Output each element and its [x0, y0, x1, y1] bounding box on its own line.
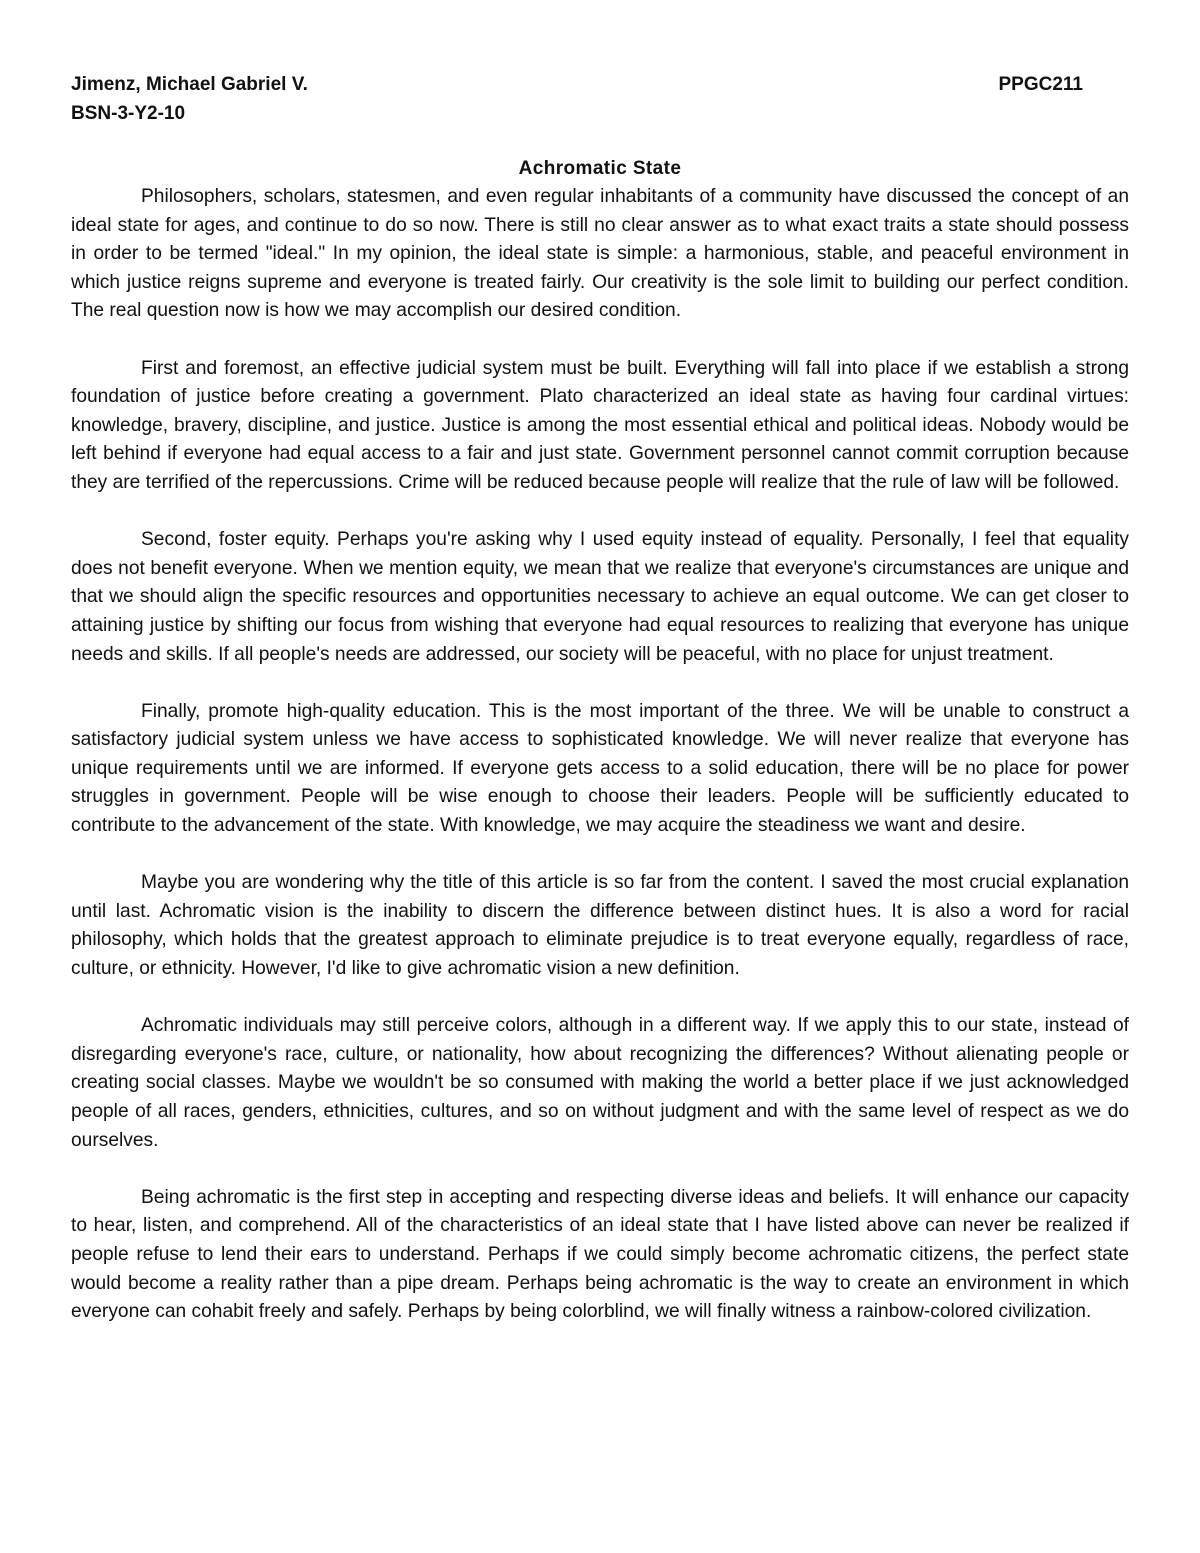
author-name: Jimenz, Michael Gabriel V. — [71, 74, 308, 95]
course-code: PPGC211 — [998, 74, 1083, 95]
paragraph: Being achromatic is the first step in accepting and respecting diverse ideas and beliefs. It will enhance our capacity to hear, listen, and comprehend. All of the characteristics of an ideal state that I have listed above can never be realized if people refuse to lend their ears to understand. Perhaps if we could simply become achromatic citizens, the perfect state would become a reality rather than a pipe dream. Perhaps being achromatic is the way to create an environment in which everyone can cohabit freely and safely. Perhaps by being colorblind, we will finally witness a rainbow-colored civilization. — [71, 1186, 1129, 1323]
section-code: BSN-3-Y2-10 — [71, 103, 186, 124]
document-header — [71, 70, 1129, 99]
paragraph: Achromatic individuals may still perceive colors, although in a different way. If we apply this to our state, instead of disregarding everyone's race, culture, or nationality, how about recognizing the differences? Without alienating people or creating social classes. Maybe we wouldn't be so consumed with making the world a better place if we just acknowledged people of all races, genders, ethnicities, cultures, and so on without judgment and with the same level of respect as we do ourselves. — [71, 1015, 1129, 1151]
header-spacer — [71, 128, 1129, 154]
paragraph: First and foremost, an effective judicial system must be built. Everything will fall into place if we establish a strong foundation of justice before creating a government. Plato characterized an ideal state as having four cardinal virtues: knowledge, bravery, discipline, and justice. Justice is among the most essential ethical and political ideas. Nobody would be left behind if everyone had equal access to a fair and just state. Government personnel cannot commit corruption because they are terrified of the repercussions. Crime will be reduced because people will realize that the rule of law will be followed. — [71, 357, 1129, 493]
document-page — [71, 70, 1129, 1327]
paragraph: Second, foster equity. Perhaps you're asking why I used equity instead of equality. Personally, I feel that equality does not benefit everyone. When we mention equity, we mean that we realize that everyone's circumstances are unique and that we should align the specific resources and opportunities necessary to achieve an equal outcome. We can get closer to attaining justice by shifting our focus from wishing that everyone had equal resources to realizing that everyone has unique needs and skills. If all people's needs are addressed, our society will be peaceful, with no place for unjust treatment. — [71, 529, 1129, 665]
paragraph: Finally, promote high-quality education. This is the most important of the three. We will be unable to construct a satisfactory judicial system unless we have access to sophisticated knowledge. We will never realize that everyone has unique requirements until we are informed. If everyone gets access to a solid education, there will be no place for power struggles in government. People will be wise enough to choose their leaders. People will be sufficiently educated to contribute to the advancement of the state. With knowledge, we may acquire the steadiness we want and desire. — [71, 700, 1129, 837]
essay-title: Achromatic State — [518, 158, 682, 179]
essay-body — [71, 183, 1129, 1327]
paragraph: Philosophers, scholars, statesmen, and even regular inhabitants of a community have discussed the concept of an ideal state for ages, and continue to do so now. There is still no clear answer as to what exact traits a state should possess in order to be termed "ideal." In my opinion, the ideal state is simple: a harmonious, stable, and peaceful environment in which justice reigns supreme and everyone is treated fairly. Our creativity is the sole limit to building our perfect condition. The real question now is how we may accomplish our desired condition. — [71, 186, 1129, 322]
paragraph: Maybe you are wondering why the title of this article is so far from the content. I saved the most crucial explanation until last. Achromatic vision is the inability to discern the difference between distinct hues. It is also a word for racial philosophy, which holds that the greatest approach to eliminate prejudice is to treat everyone equally, regardless of race, culture, or ethnicity. However, I'd like to give achromatic vision a new definition. — [71, 872, 1129, 980]
